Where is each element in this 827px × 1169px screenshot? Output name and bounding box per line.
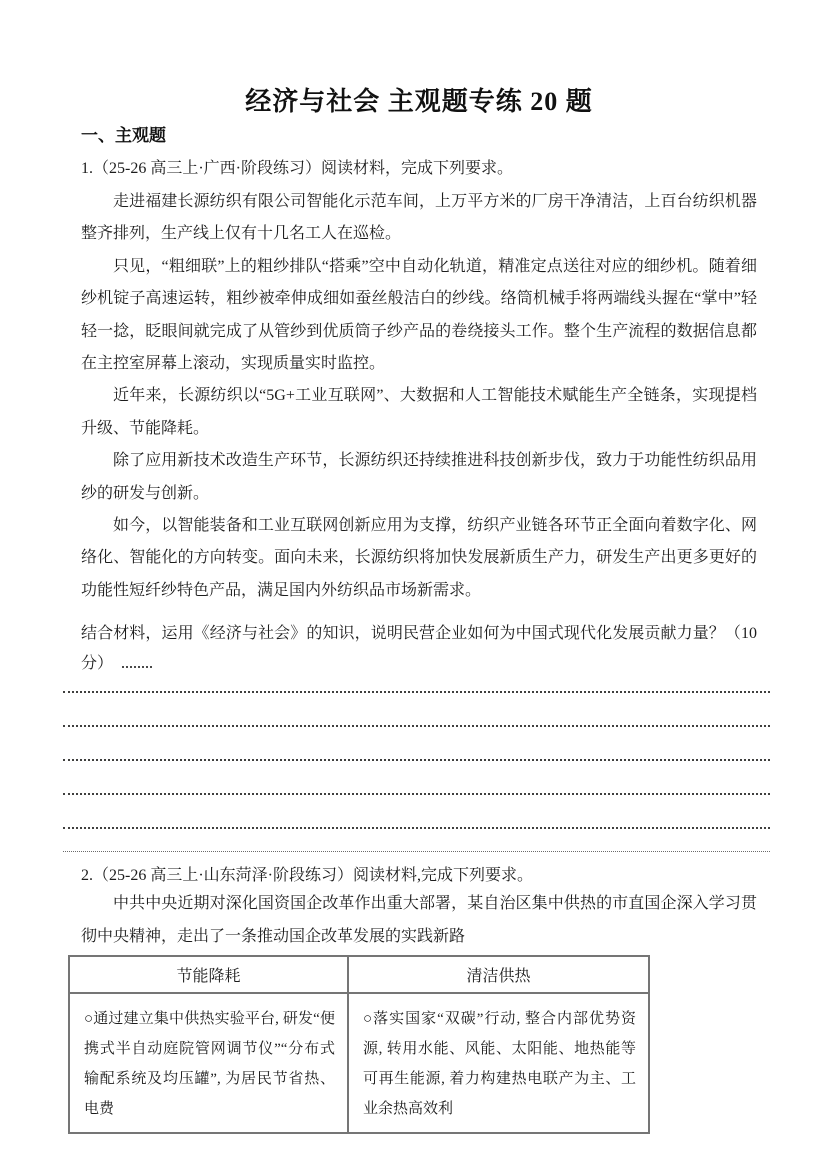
material-paragraph: 如今，以智能装备和工业互联网创新应用为支撑，纺织产业链各环节正全面向着数字化、网络化、智能化的方向转变。面向未来，长源纺织将加快发展新质生产力，研发生产出更多更好的功能性短纤纱特色产品，满足国内外纺织品市场新需求。 — [81, 517, 757, 599]
question-2-material — [81, 888, 757, 953]
question-1-material — [81, 186, 757, 607]
table-header-row — [69, 956, 649, 993]
question-1-intro: 1.（25-26 高三上·广西·阶段练习）阅读材料，完成下列要求。 — [81, 160, 513, 177]
answer-lines — [63, 679, 770, 852]
material-paragraph: 除了应用新技术改造生产环节，长源纺织还持续推进科技创新步伐，致力于功能性纺织品用纱的研发与创新。 — [81, 452, 757, 502]
table-cell: ○通过建立集中供热实验平台, 研发“便携式半自动庭院管网调节仪”“分布式输配系统及均压罐”, 为居民节省热、电费 — [69, 993, 348, 1133]
answer-line — [63, 829, 770, 852]
answer-line — [63, 727, 770, 761]
question-2 — [81, 864, 757, 1134]
material-paragraph: 近年来，长源纺织以“5G+工业互联网”、大数据和人工智能技术赋能生产全链条，实现提档升级、节能降耗。 — [81, 387, 757, 437]
question-1-prompt — [81, 619, 757, 679]
table-header-cell: 清洁供热 — [348, 956, 649, 993]
material-paragraph: 中共中央近期对深化国资国企改革作出重大部署，某自治区集中供热的市直国企深入学习贯彻中央精神，走出了一条推动国企改革发展的实践新路 — [81, 895, 757, 945]
answer-line — [63, 693, 770, 727]
answer-line — [63, 761, 770, 795]
answer-line — [63, 679, 770, 693]
question-1 — [81, 157, 757, 852]
section-heading: 一、主观题 — [81, 126, 166, 145]
answer-dots-stub — [122, 655, 152, 668]
page-title: 经济与社会 主观题专练 20 题 — [245, 87, 593, 116]
question-1-prompt-text: 结合材料，运用《经济与社会》的知识，说明民营企业如何为中国式现代化发展贡献力量？（10分） — [81, 625, 757, 673]
material-paragraph: 走进福建长源纺织有限公司智能化示范车间，上万平方米的厂房干净清洁，上百台纺织机器整齐排列，生产线上仅有十几名工人在巡检。 — [81, 193, 757, 243]
table-row — [69, 993, 649, 1133]
table-header-cell: 节能降耗 — [69, 956, 348, 993]
table-cell: ○落实国家“双碳”行动, 整合内部优势资源, 转用水能、风能、太阳能、地热能等可再生能源, 着力构建热电联产为主、工业余热高效利 — [348, 993, 649, 1133]
material-paragraph: 只见，“粗细联”上的粗纱排队“搭乘”空中自动化轨道，精准定点送往对应的细纱机。随着细纱机锭子高速运转，粗纱被牵伸成细如蚕丝般洁白的纱线。络筒机械手将两端线头握在“掌中”轻轻一捻，眨眼间就完成了从管纱到优质筒子纱产品的卷绕接头工作。整个生产流程的数据信息都在主控室屏幕上滚动，实现质量实时监控。 — [81, 257, 757, 373]
comparison-table — [68, 955, 650, 1134]
answer-line — [63, 795, 770, 829]
question-2-intro: 2.（25-26 高三上·山东菏泽·阶段练习）阅读材料,完成下列要求。 — [81, 867, 533, 885]
